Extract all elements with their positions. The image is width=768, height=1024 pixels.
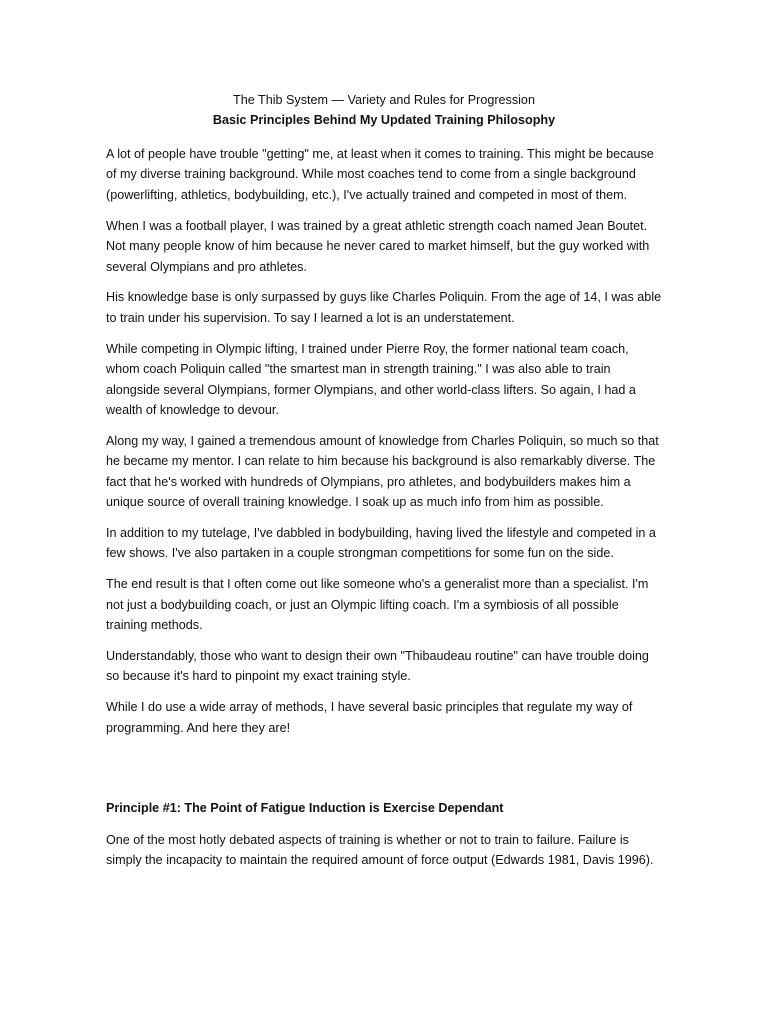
paragraph: While competing in Olympic lifting, I trained under Pierre Roy, the former national team coach, whom coach Poliquin called "the smartest man in strength training." I was also able to train alongside several Olympians, former Olympians, and other world-class lifters. So again, I had a wealth of knowledge to devour.	[106, 341, 636, 417]
document-subtitle: Basic Principles Behind My Updated Training Philosophy	[212, 113, 556, 127]
principle-paragraph: One of the most hotly debated aspects of training is whether or not to train to failure. Failure is simply the incapacity to maintain the required amount of force output (Edwards 1981, Davis 1996).	[106, 833, 654, 868]
paragraph: Understandably, those who want to design their own "Thibaudeau routine" can have trouble doing so because it's hard to pinpoint my exact training style.	[106, 649, 649, 684]
paragraph: While I do use a wide array of methods, I have several basic principles that regulate my way of programming. And here they are!	[106, 700, 633, 735]
document-page	[106, 91, 662, 738]
paragraph: When I was a football player, I was trained by a great athletic strength coach named Jean Boutet. Not many people know of him because he never cared to market himself, but the guy worked with several Olympians and pro athletes.	[106, 218, 650, 274]
body-text	[106, 144, 662, 738]
paragraph: Along my way, I gained a tremendous amount of knowledge from Charles Poliquin, so much so that he became my mentor. I can relate to him because his background is also remarkably diverse. The fact that he's worked with hundreds of Olympians, pro athletes, and bodybuilders makes him a unique source of overall training knowledge. I soak up as much info from him as possible.	[106, 433, 659, 510]
paragraph: In addition to my tutelage, I've dabbled in bodybuilding, having lived the lifestyle and competed in a few shows. I've also partaken in a couple strongman competitions for some fun on the side.	[106, 526, 656, 561]
principle-heading: Principle #1: The Point of Fatigue Induction is Exercise Dependant	[106, 801, 504, 815]
paragraph: A lot of people have trouble "getting" me, at least when it comes to training. This might be because of my diverse training background. While most coaches tend to come from a single background (powerlifting, athletics, bodybuilding, etc.), I've actually trained and competed in most of them.	[106, 147, 654, 202]
document-title: The Thib System — Variety and Rules for Progression	[233, 93, 535, 107]
paragraph: His knowledge base is only surpassed by guys like Charles Poliquin. From the age of 14, I was able to train under his supervision. To say I learned a lot is an understatement.	[106, 290, 662, 325]
paragraph: The end result is that I often come out like someone who's a generalist more than a specialist. I'm not just a bodybuilding coach, or just an Olympic lifting coach. I'm a symbiosis of all possible training methods.	[106, 577, 649, 633]
principle-section	[106, 798, 662, 871]
